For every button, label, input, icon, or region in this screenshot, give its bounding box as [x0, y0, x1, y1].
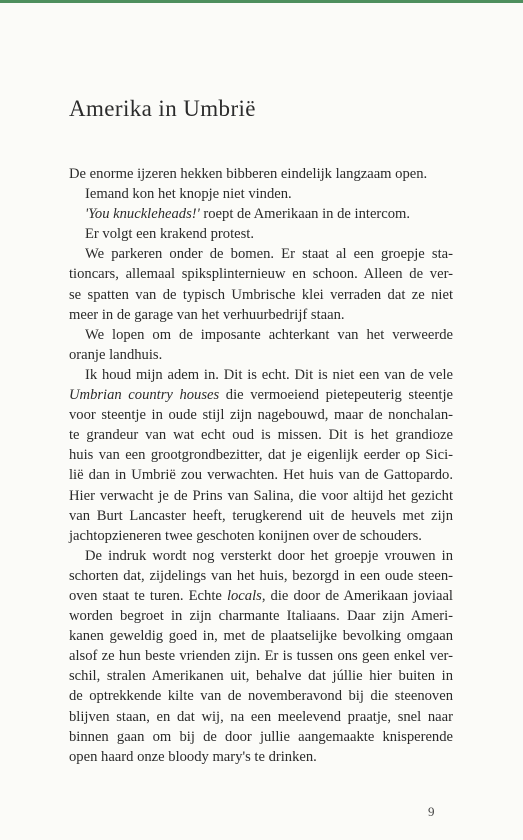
text-line: Er volgt een krakend protest.: [85, 226, 254, 243]
text-line: voor steentje in oude stijl zijn nagebouwd, maar de nonchalan-: [69, 407, 453, 424]
text-line: jachtopzieneren twee geschoten konijnen over de schouders.: [69, 527, 422, 544]
text-line: worden begroet in zijn charmante Italiaans. Daar zijn Ameri-: [69, 608, 453, 625]
text-line: binnen gaan om bij de door jullie aangemaakte knisperende: [69, 728, 453, 745]
chapter-title: Amerika in Umbrië: [69, 96, 256, 121]
text-line: schorten dat, zijdelings van het huis, bezorgd in een oude steen-: [69, 567, 453, 584]
text-line: Umbrian country houses die vermoeiend pietepeuterig steentje: [69, 387, 453, 404]
text-line: Ik houd mijn adem in. Dit is echt. Dit is niet een van de vele: [85, 366, 453, 383]
text-line: 'You knuckleheads!' roept de Amerikaan in de intercom.: [85, 206, 411, 223]
text-line: De indruk wordt nog versterkt door het groepje vrouwen in: [85, 547, 453, 564]
text-line: huis van een grootgrondbezitter, dat je eigenlijk eerder op Sici-: [69, 447, 453, 464]
text-line: We parkeren onder de bomen. Er staat al een groepje sta-: [85, 246, 453, 263]
text-line: de optrekkende kilte van de novemberavond bij die steenoven: [69, 688, 453, 705]
text-line: We lopen om de imposante achterkant van het verweerde: [85, 326, 453, 343]
text-line: oven staat te turen. Echte locals, die door de Amerikaan joviaal: [69, 587, 453, 604]
text-line: oranje landhuis.: [69, 346, 163, 363]
text-line: De enorme ijzeren hekken bibberen eindelijk langzaam open.: [69, 166, 428, 182]
text-line: Hier verwacht je de Prins van Salina, die voor altijd het gezicht: [69, 487, 453, 504]
text-line: se spatten van de typisch Umbrische klei verraden dat ze niet: [69, 286, 453, 303]
text-line: kanen geweldig goed in, met de plaatselijke bevolking omgaan: [69, 628, 453, 645]
text-line: tioncars, allemaal spiksplinternieuw en schoon. Alleen de ver-: [69, 266, 453, 283]
text-line: Iemand kon het knopje niet vinden.: [85, 186, 292, 203]
chapter-body: [69, 164, 453, 767]
text-line: open haard onze bloody mary's te drinken.: [69, 748, 317, 765]
text-line: alsof ze hun beste vrienden zijn. Er is tussen ons geen enkel ver-: [69, 648, 453, 665]
text-line: lië dan in Umbrië zou verwachten. Het huis van de Gattopardo.: [69, 467, 453, 484]
text-line: schil, stralen Amerikanen uit, behalve dat júllie hier buiten in: [69, 668, 453, 685]
page-number: 9: [428, 804, 435, 819]
text-line: van Burt Lancaster heeft, terugkerend uit de heuvels met zijn: [69, 507, 453, 524]
text-line: te grandeur van wat echt oud is missen. Dit is het grandioze: [69, 427, 453, 444]
text-line: blijven staan, en dat wij, na een meelevend praatje, snel naar: [69, 708, 453, 725]
text-line: meer in de garage van het verhuurbedrijf staan.: [69, 306, 345, 323]
